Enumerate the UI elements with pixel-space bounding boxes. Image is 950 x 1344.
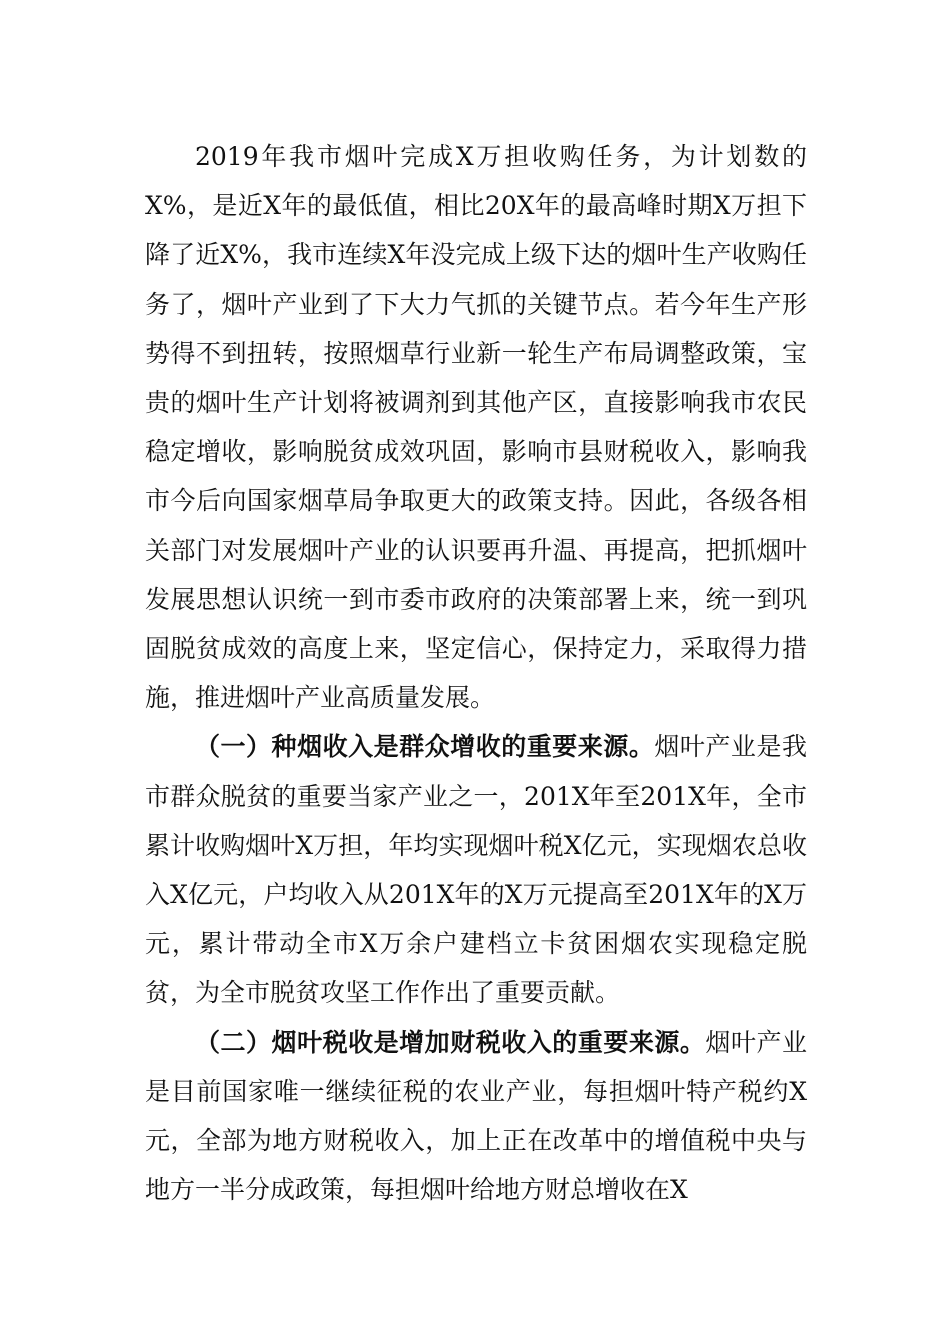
section-2-text: 烟叶产业是目前国家唯一继续征税的农业产业，每担烟叶特产税约X元，全部为地方财税收入，加上正在改革中的增值税中央与地方一半分成政策，每担烟叶给地方财总增收在X (145, 1027, 807, 1205)
paragraph-intro-text: 2019年我市烟叶完成X万担收购任务，为计划数的X%，是近X年的最低值，相比20X年的最高峰时期X万担下降了近X%，我市连续X年没完成上级下达的烟叶生产收购任务了，烟叶产业到了下大力气抓的关键节点。若今年生产形势得不到扭转，按照烟草行业新一轮生产布局调整政策，宝贵的烟叶生产计划将被调剂到其他产区，直接影响我市农民稳定增收，影响脱贫成效巩固，影响市县财税收入，影响我市今后向国家烟草局争取更大的政策支持。因此，各级各相关部门对发展烟叶产业的认识要再升温、再提高，把抓烟叶发展思想认识统一到市委市政府的决策部署上来，统一到巩固脱贫成效的高度上来，坚定信心，保持定力，采取得力措施，推进烟叶产业高质量发展。 (145, 142, 807, 713)
paragraph-section-1 (145, 722, 807, 1017)
section-1-text: 烟叶产业是我市群众脱贫的重要当家产业之一，201X年至201X年，全市累计收购烟叶X万担，年均实现烟叶税X亿元，实现烟农总收入X亿元，户均收入从201X年的X万元提高至201X年的X万元，累计带动全市X万余户建档立卡贫困烟农实现稳定脱贫，为全市脱贫攻坚工作作出了重要贡献。 (145, 732, 807, 1008)
paragraph-intro (145, 132, 807, 722)
section-1-heading: （一）种烟收入是群众增收的重要来源。 (195, 732, 655, 762)
document-body (145, 132, 807, 1214)
paragraph-section-2 (145, 1018, 807, 1215)
section-2-heading: （二）烟叶税收是增加财税收入的重要来源。 (195, 1027, 706, 1057)
